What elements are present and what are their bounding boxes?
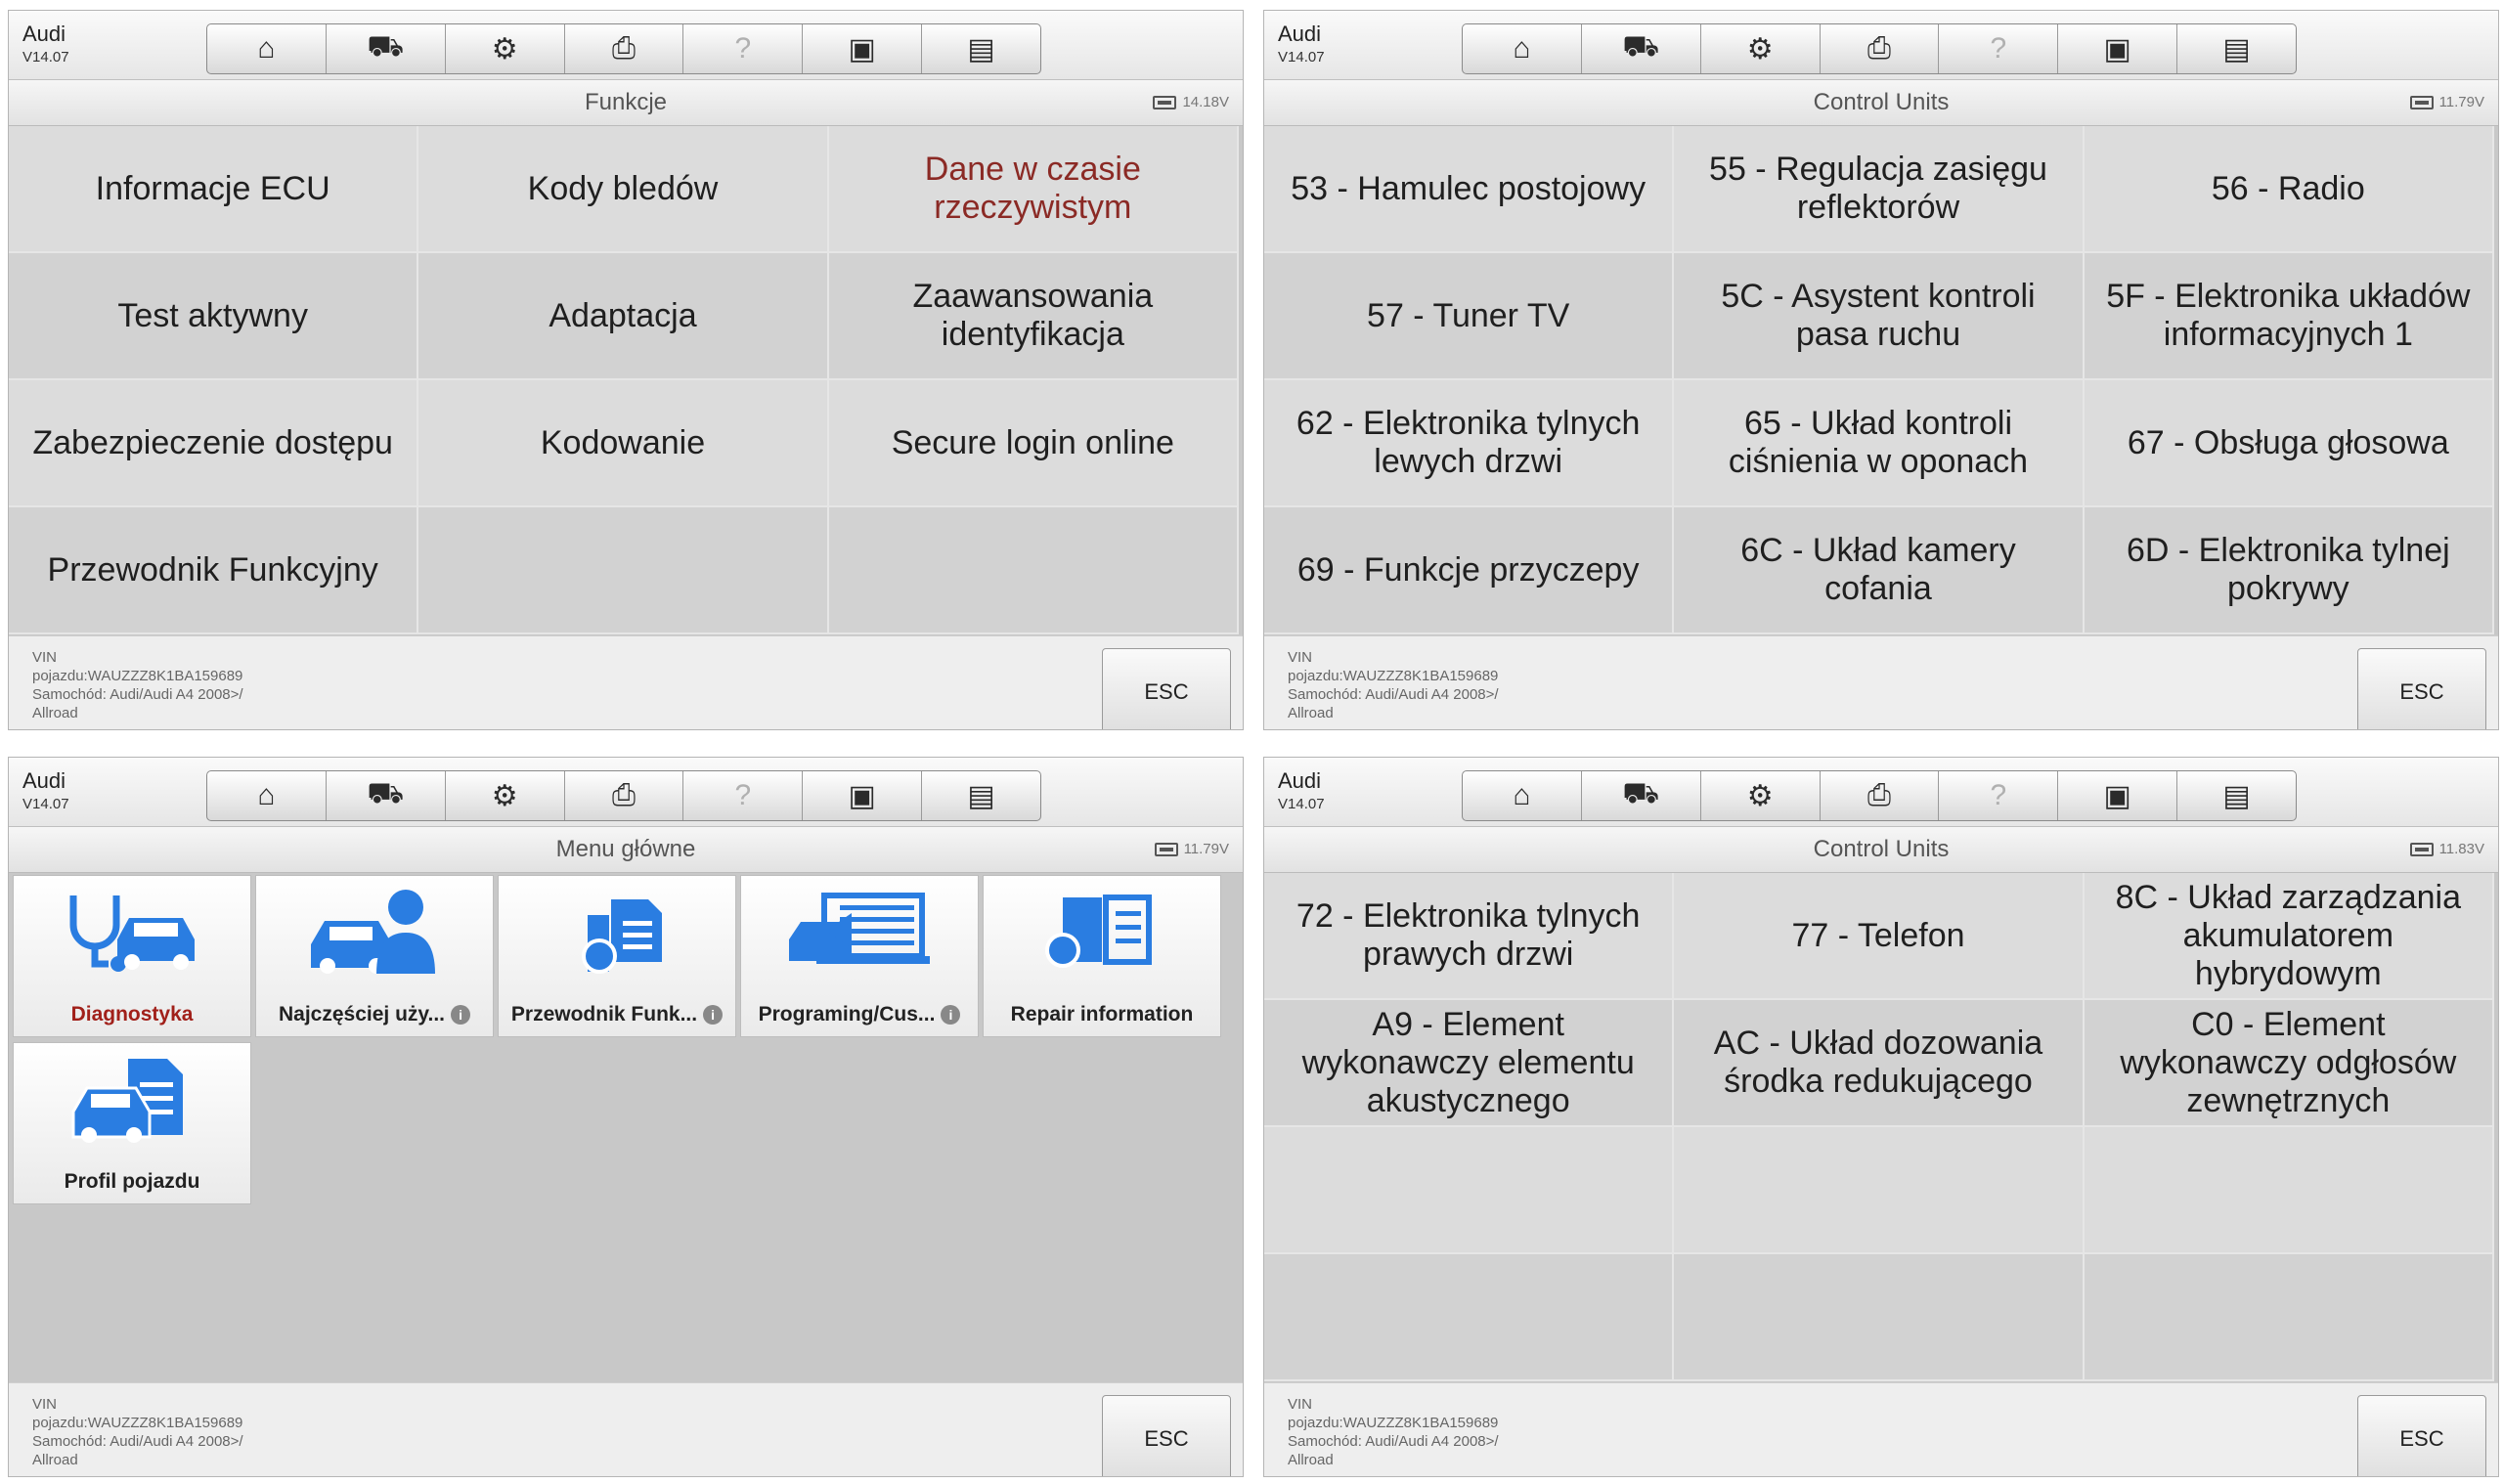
control-unit-53[interactable]: 53 - Hamulec postojowy	[1264, 126, 1674, 253]
control-units-panel	[1263, 10, 2499, 730]
empty-cell	[1264, 1254, 1674, 1381]
control-unit-ac[interactable]: AC - Układ dozowania środka redukującego	[1674, 1000, 2084, 1127]
battery-icon	[1155, 843, 1178, 856]
page-title: Control Units	[1813, 836, 1950, 862]
feedback-icon[interactable]: ▤	[2222, 779, 2251, 812]
toolbar	[1462, 770, 2297, 821]
tile-guided-functions[interactable]	[498, 875, 736, 1037]
top-bar	[9, 11, 1243, 80]
function-secure-login[interactable]: Secure login online	[829, 380, 1239, 507]
function-live-data[interactable]: Dane w czasie rzeczywistym	[829, 126, 1239, 253]
control-unit-62[interactable]: 62 - Elektronika tylnych lewych drzwi	[1264, 380, 1674, 507]
home-icon[interactable]: ⌂	[1463, 24, 1582, 73]
control-unit-c0[interactable]: C0 - Element wykonawczy odgłosów zewnętrznych	[2085, 1000, 2494, 1127]
empty-cell	[2085, 1254, 2494, 1381]
toolbar	[206, 23, 1041, 74]
control-unit-55[interactable]: 55 - Regulacja zasięgu reflektorów	[1674, 126, 2084, 253]
function-coding[interactable]: Kodowanie	[418, 380, 828, 507]
battery-voltage: 14.18V	[1153, 80, 1229, 125]
top-bar	[9, 758, 1243, 827]
gear-icon[interactable]: ⚙	[1701, 771, 1821, 820]
save-icon[interactable]: ▣	[803, 771, 922, 820]
gear-icon[interactable]: ⚙	[1701, 24, 1821, 73]
control-unit-grid	[1264, 126, 2494, 634]
feedback-icon[interactable]: ▤	[967, 779, 995, 812]
tile-label: Diagnostyka	[70, 1003, 194, 1026]
control-unit-a9[interactable]: A9 - Element wykonawczy elementu akustycznego	[1264, 1000, 1674, 1127]
empty-cell	[829, 507, 1239, 634]
help-icon[interactable]: ?	[1939, 771, 2058, 820]
brand: Audi V14.07	[22, 22, 69, 69]
brand: Audi V14.07	[22, 769, 69, 816]
esc-button[interactable]: ESC	[1102, 1395, 1231, 1477]
page-title-bar	[9, 80, 1243, 126]
page-title: Menu główne	[555, 836, 696, 862]
guided-functions-icon	[549, 886, 685, 983]
tile-label: Przewodnik Funk... i	[499, 1003, 735, 1026]
esc-button[interactable]: ESC	[1102, 648, 1231, 730]
control-unit-65[interactable]: 65 - Układ kontroli ciśnienia w oponach	[1674, 380, 2084, 507]
function-adaptation[interactable]: Adaptacja	[418, 253, 828, 380]
footer	[1264, 635, 2498, 729]
vehicle-swap-icon[interactable]: ⛟	[1582, 24, 1701, 73]
control-unit-77[interactable]: 77 - Telefon	[1674, 873, 2084, 1000]
help-icon[interactable]: ?	[683, 24, 803, 73]
battery-voltage: 11.79V	[1155, 827, 1229, 872]
repair-manual-icon	[1033, 886, 1170, 983]
page-title-bar	[9, 827, 1243, 873]
footer	[9, 635, 1243, 729]
control-unit-6c[interactable]: 6C - Układ kamery cofania	[1674, 507, 2084, 634]
battery-icon	[1153, 96, 1176, 109]
info-icon[interactable]: i	[451, 1005, 470, 1025]
vehicle-info: VIN pojazdu:WAUZZZ8K1BA159689 Samochód: Audi/Audi A4 2008>/ Allroad	[1288, 649, 1499, 721]
version-label: V14.07	[1278, 49, 1325, 65]
toolbar	[206, 770, 1041, 821]
battery-icon	[2410, 843, 2434, 856]
empty-cell	[2085, 1127, 2494, 1254]
vehicle-info: VIN pojazdu:WAUZZZ8K1BA159689 Samochód: Audi/Audi A4 2008>/ Allroad	[32, 1396, 243, 1468]
empty-cell	[1674, 1254, 2084, 1381]
help-icon[interactable]: ?	[1939, 24, 2058, 73]
save-icon[interactable]: ▣	[803, 24, 922, 73]
mechanic-car-icon	[306, 886, 443, 983]
brand: Audi V14.07	[1278, 769, 1325, 816]
tile-label: Repair information	[1010, 1003, 1194, 1026]
control-unit-56[interactable]: 56 - Radio	[2085, 126, 2494, 253]
function-grid	[9, 126, 1239, 634]
control-unit-5c[interactable]: 5C - Asystent kontroli pasa ruchu	[1674, 253, 2084, 380]
empty-cell	[1264, 1127, 1674, 1254]
main-menu-area	[9, 873, 1243, 1384]
print-icon[interactable]: ⎙	[1821, 24, 1940, 73]
programming-icon	[781, 886, 938, 983]
control-unit-5f[interactable]: 5F - Elektronika układów informacyjnych 1	[2085, 253, 2494, 380]
function-fault-codes[interactable]: Kody bledów	[418, 126, 828, 253]
function-advanced-id[interactable]: Zaawansowania identyfikacja	[829, 253, 1239, 380]
tile-diagnostics[interactable]	[13, 875, 251, 1037]
control-units-panel	[1263, 757, 2499, 1477]
vehicle-swap-icon[interactable]: ⛟	[1582, 771, 1701, 820]
tile-vehicle-profile[interactable]	[13, 1042, 251, 1204]
tile-repair-information[interactable]	[983, 875, 1221, 1037]
home-icon[interactable]: ⌂	[207, 771, 327, 820]
page-title-bar	[1264, 827, 2498, 873]
feedback-icon[interactable]: ▤	[967, 32, 995, 65]
gear-icon[interactable]: ⚙	[446, 771, 565, 820]
help-icon[interactable]: ?	[683, 771, 803, 820]
tile-label: Najczęściej uży... i	[256, 1003, 493, 1026]
brand: Audi V14.07	[1278, 22, 1325, 69]
esc-button[interactable]: ESC	[2357, 648, 2486, 730]
page-title: Control Units	[1813, 89, 1950, 115]
function-guided[interactable]: Przewodnik Funkcyjny	[9, 507, 418, 634]
vehicle-swap-icon[interactable]: ⛟	[327, 24, 446, 73]
toolbar	[1462, 23, 2297, 74]
footer	[9, 1382, 1243, 1476]
vehicle-info: VIN pojazdu:WAUZZZ8K1BA159689 Samochód: Audi/Audi A4 2008>/ Allroad	[32, 649, 243, 721]
battery-icon	[2410, 96, 2434, 109]
battery-voltage: 11.83V	[2410, 827, 2484, 872]
control-unit-72[interactable]: 72 - Elektronika tylnych prawych drzwi	[1264, 873, 1674, 1000]
top-bar	[1264, 758, 2498, 827]
version-label: V14.07	[22, 49, 69, 65]
footer	[1264, 1382, 2498, 1476]
gear-icon[interactable]: ⚙	[446, 24, 565, 73]
control-unit-57[interactable]: 57 - Tuner TV	[1264, 253, 1674, 380]
save-icon[interactable]: ▣	[2058, 771, 2177, 820]
control-unit-67[interactable]: 67 - Obsługa głosowa	[2085, 380, 2494, 507]
info-icon[interactable]: i	[703, 1005, 723, 1025]
top-bar	[1264, 11, 2498, 80]
battery-voltage: 11.79V	[2410, 80, 2484, 125]
tile-label: Profil pojazdu	[64, 1170, 200, 1193]
print-icon[interactable]: ⎙	[565, 24, 684, 73]
vehicle-info: VIN pojazdu:WAUZZZ8K1BA159689 Samochód: Audi/Audi A4 2008>/ Allroad	[1288, 1396, 1499, 1468]
save-icon[interactable]: ▣	[2058, 24, 2177, 73]
function-active-test[interactable]: Test aktywny	[9, 253, 418, 380]
functions-panel	[8, 10, 1244, 730]
empty-cell	[418, 507, 828, 634]
empty-cell	[1674, 1127, 2084, 1254]
home-icon[interactable]: ⌂	[1463, 771, 1582, 820]
print-icon[interactable]: ⎙	[565, 771, 684, 820]
control-unit-grid	[1264, 873, 2494, 1381]
control-unit-69[interactable]: 69 - Funkcje przyczepy	[1264, 507, 1674, 634]
info-icon[interactable]: i	[941, 1005, 960, 1025]
control-unit-8c[interactable]: 8C - Układ zarządzania akumulatorem hybrydowym	[2085, 873, 2494, 1000]
version-label: V14.07	[1278, 796, 1325, 812]
esc-button[interactable]: ESC	[2357, 1395, 2486, 1477]
feedback-icon[interactable]: ▤	[2222, 32, 2251, 65]
diagnostics-icon	[64, 886, 200, 983]
vehicle-profile-icon	[64, 1053, 200, 1151]
main-menu-panel	[8, 757, 1244, 1477]
control-unit-6d[interactable]: 6D - Elektronika tylnej pokrywy	[2085, 507, 2494, 634]
page-title: Funkcje	[584, 89, 668, 115]
function-access-security[interactable]: Zabezpieczenie dostępu	[9, 380, 418, 507]
function-ecu-info[interactable]: Informacje ECU	[9, 126, 418, 253]
tile-most-used[interactable]	[255, 875, 494, 1037]
page-title-bar	[1264, 80, 2498, 126]
tile-label: Programing/Cus... i	[741, 1003, 978, 1026]
home-icon[interactable]: ⌂	[207, 24, 327, 73]
vehicle-swap-icon[interactable]: ⛟	[327, 771, 446, 820]
tile-programming[interactable]	[740, 875, 979, 1037]
print-icon[interactable]: ⎙	[1821, 771, 1940, 820]
version-label: V14.07	[22, 796, 69, 812]
